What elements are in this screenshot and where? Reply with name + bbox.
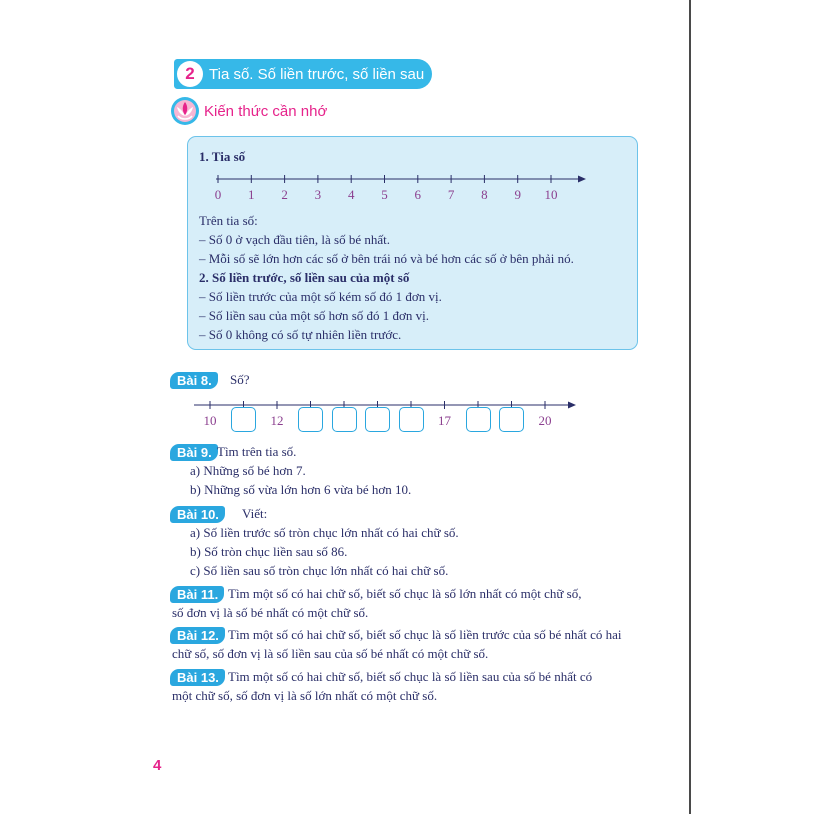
number-line-label: 3 [314,187,322,202]
exercise-12-line: Tìm một số có hai chữ số, biết số chục là số liền trước của số bé nhất có hai [228,627,622,642]
knowledge-line: – Số liền trước của một số kém số đó 1 đơn vị. [199,289,442,304]
exercise-8-badge: Bài 8. [170,372,218,389]
exercise-12-badge: Bài 12. [170,627,225,644]
exercise-10-prompt: Viết: [242,506,268,521]
number-line-label: 2 [281,187,288,202]
number-line-value: 12 [270,413,284,428]
exercise-9-badge: Bài 9. [170,444,218,461]
answer-box[interactable] [499,407,524,432]
answer-box[interactable] [466,407,491,432]
knowledge-line: – Số 0 ở vạch đầu tiên, là số bé nhất. [199,232,391,247]
answer-box[interactable] [399,407,424,432]
exercise-13-line: Tìm một số có hai chữ số, biết số chục là số liền sau của số bé nhất có [228,669,593,684]
heading-predecessor-successor: 2. Số liền trước, số liền sau của một số [199,270,410,285]
knowledge-title-row [170,96,327,126]
knowledge-line: Trên tia số: [199,213,258,228]
page-spine-divider [689,0,691,814]
exercise-11-line: số đơn vị là số bé nhất có một chữ số. [172,605,369,620]
number-line-label: 4 [347,187,355,202]
answer-box[interactable] [231,407,256,432]
exercise-9-prompt: Tìm trên tia số. [217,444,297,459]
number-line-label: 1 [248,187,255,202]
answer-box[interactable] [365,407,390,432]
number-line-label: 0 [214,187,222,202]
exercise-8-prompt: Số? [230,372,250,387]
exercise-9-item: a) Những số bé hơn 7. [190,463,306,478]
section-header [174,59,432,89]
answer-box[interactable] [332,407,357,432]
exercise-10-item: c) Số liền sau số tròn chục lớn nhất có hai chữ số. [190,563,449,578]
number-line-value: 17 [438,413,451,428]
exercise-13-line: một chữ số, số đơn vị là số lớn nhất có một chữ số. [172,688,438,703]
number-line-label: 10 [544,187,558,202]
knowledge-title: Kiến thức cần nhớ [204,102,328,120]
exercise-10-item: b) Số tròn chục liền sau số 86. [190,544,348,559]
number-line-1 [188,171,639,187]
number-line-value: 10 [203,413,217,428]
exercise-10-badge: Bài 10. [170,506,225,523]
exercise-12-line: chữ số, số đơn vị là số liền sau của số bé nhất có một chữ số. [172,646,489,661]
number-line-label: 5 [381,187,388,202]
number-line-value: 20 [538,413,552,428]
exercise-13-badge: Bài 13. [170,669,225,686]
knowledge-line: – Số 0 không có số tự nhiên liền trước. [199,327,402,342]
heading-number-line: 1. Tia số [199,149,246,164]
exercise-11-line: Tìm một số có hai chữ số, biết số chục là số lớn nhất có một chữ số, [228,586,582,601]
knowledge-line: – Mỗi số sẽ lớn hơn các số ở bên trái nó và bé hơn các số ở bên phải nó. [199,251,574,266]
page-number: 4 [153,757,162,774]
number-line-label: 7 [447,187,455,202]
section-title: Tia số. Số liền trước, số liền sau [209,65,425,83]
answer-box[interactable] [298,407,323,432]
number-line-label: 9 [514,187,521,202]
section-number: 2 [177,61,203,87]
lotus-icon [170,96,200,126]
number-line-label: 8 [481,187,488,202]
knowledge-box [187,136,638,350]
knowledge-line: – Số liền sau của một số hơn số đó 1 đơn vị. [199,308,430,323]
number-line-label: 6 [414,187,422,202]
exercise-10-item: a) Số liền trước số tròn chục lớn nhất có hai chữ số. [190,525,459,540]
exercise-11-badge: Bài 11. [170,586,224,603]
exercise-9-item: b) Những số vừa lớn hơn 6 vừa bé hơn 10. [190,482,412,497]
